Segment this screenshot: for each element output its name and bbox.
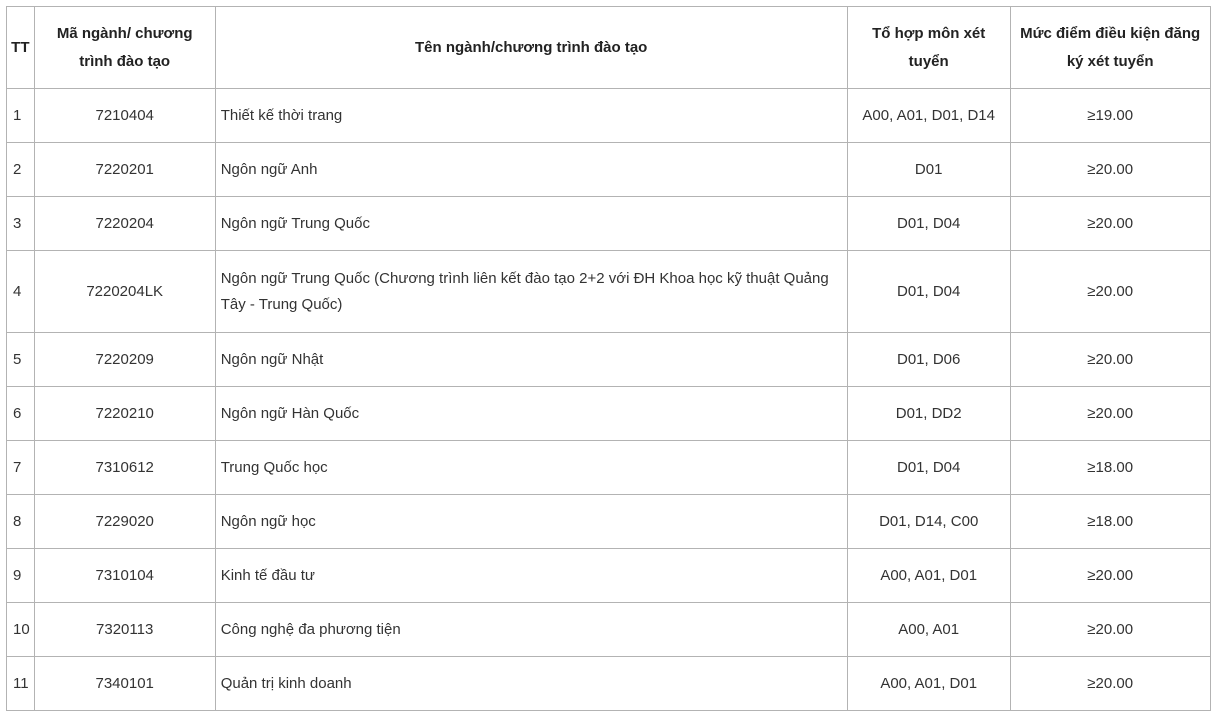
cell-name: Ngôn ngữ học bbox=[215, 495, 847, 549]
cell-combo: D01, D04 bbox=[847, 251, 1010, 333]
cell-score: ≥20.00 bbox=[1010, 251, 1210, 333]
cell-code: 7310104 bbox=[34, 549, 215, 603]
table-row bbox=[7, 197, 1211, 251]
cell-name: Ngôn ngữ Trung Quốc bbox=[215, 197, 847, 251]
cell-name: Ngôn ngữ Hàn Quốc bbox=[215, 387, 847, 441]
cell-tt: 7 bbox=[7, 441, 35, 495]
cell-tt: 1 bbox=[7, 89, 35, 143]
cell-score: ≥18.00 bbox=[1010, 495, 1210, 549]
cell-combo: A00, A01, D01 bbox=[847, 657, 1010, 711]
table-row bbox=[7, 333, 1211, 387]
table-row bbox=[7, 603, 1211, 657]
cell-score: ≥18.00 bbox=[1010, 441, 1210, 495]
table-row bbox=[7, 387, 1211, 441]
table-row bbox=[7, 495, 1211, 549]
cell-score: ≥20.00 bbox=[1010, 603, 1210, 657]
cell-name: Ngôn ngữ Trung Quốc (Chương trình liên kết đào tạo 2+2 với ĐH Khoa học kỹ thuật Quảng Tây - Trung Quốc) bbox=[215, 251, 847, 333]
table-row bbox=[7, 549, 1211, 603]
cell-combo: D01, D14, C00 bbox=[847, 495, 1010, 549]
cell-score: ≥20.00 bbox=[1010, 333, 1210, 387]
cell-name: Thiết kế thời trang bbox=[215, 89, 847, 143]
cell-name: Trung Quốc học bbox=[215, 441, 847, 495]
cell-tt: 6 bbox=[7, 387, 35, 441]
cell-combo: D01, D04 bbox=[847, 441, 1010, 495]
cell-name: Công nghệ đa phương tiện bbox=[215, 603, 847, 657]
cell-name: Ngôn ngữ Nhật bbox=[215, 333, 847, 387]
cell-score: ≥20.00 bbox=[1010, 197, 1210, 251]
header-combo: Tổ hợp môn xét tuyển bbox=[847, 7, 1010, 89]
cell-code: 7220204LK bbox=[34, 251, 215, 333]
cell-tt: 8 bbox=[7, 495, 35, 549]
cell-tt: 4 bbox=[7, 251, 35, 333]
cell-code: 7229020 bbox=[34, 495, 215, 549]
table-row bbox=[7, 657, 1211, 711]
cell-combo: D01, DD2 bbox=[847, 387, 1010, 441]
cell-combo: A00, A01, D01, D14 bbox=[847, 89, 1010, 143]
cell-code: 7220210 bbox=[34, 387, 215, 441]
cell-name: Ngôn ngữ Anh bbox=[215, 143, 847, 197]
cell-score: ≥20.00 bbox=[1010, 387, 1210, 441]
table-row bbox=[7, 143, 1211, 197]
cell-code: 7210404 bbox=[34, 89, 215, 143]
cell-combo: A00, A01 bbox=[847, 603, 1010, 657]
admission-table bbox=[6, 6, 1211, 711]
cell-score: ≥20.00 bbox=[1010, 549, 1210, 603]
cell-combo: A00, A01, D01 bbox=[847, 549, 1010, 603]
cell-combo: D01, D06 bbox=[847, 333, 1010, 387]
cell-tt: 2 bbox=[7, 143, 35, 197]
cell-combo: D01 bbox=[847, 143, 1010, 197]
table-row bbox=[7, 441, 1211, 495]
header-name: Tên ngành/chương trình đào tạo bbox=[215, 7, 847, 89]
cell-code: 7320113 bbox=[34, 603, 215, 657]
cell-code: 7340101 bbox=[34, 657, 215, 711]
cell-code: 7220201 bbox=[34, 143, 215, 197]
header-tt: TT bbox=[7, 7, 35, 89]
cell-score: ≥19.00 bbox=[1010, 89, 1210, 143]
cell-score: ≥20.00 bbox=[1010, 657, 1210, 711]
table-header-row bbox=[7, 7, 1211, 89]
cell-code: 7220204 bbox=[34, 197, 215, 251]
cell-code: 7310612 bbox=[34, 441, 215, 495]
cell-tt: 10 bbox=[7, 603, 35, 657]
cell-tt: 9 bbox=[7, 549, 35, 603]
cell-combo: D01, D04 bbox=[847, 197, 1010, 251]
cell-code: 7220209 bbox=[34, 333, 215, 387]
header-code: Mã ngành/ chương trình đào tạo bbox=[34, 7, 215, 89]
cell-tt: 5 bbox=[7, 333, 35, 387]
table-row bbox=[7, 251, 1211, 333]
header-score: Mức điểm điều kiện đăng ký xét tuyển bbox=[1010, 7, 1210, 89]
table-row bbox=[7, 89, 1211, 143]
cell-score: ≥20.00 bbox=[1010, 143, 1210, 197]
cell-tt: 3 bbox=[7, 197, 35, 251]
cell-name: Quản trị kinh doanh bbox=[215, 657, 847, 711]
cell-tt: 11 bbox=[7, 657, 35, 711]
cell-name: Kinh tế đầu tư bbox=[215, 549, 847, 603]
